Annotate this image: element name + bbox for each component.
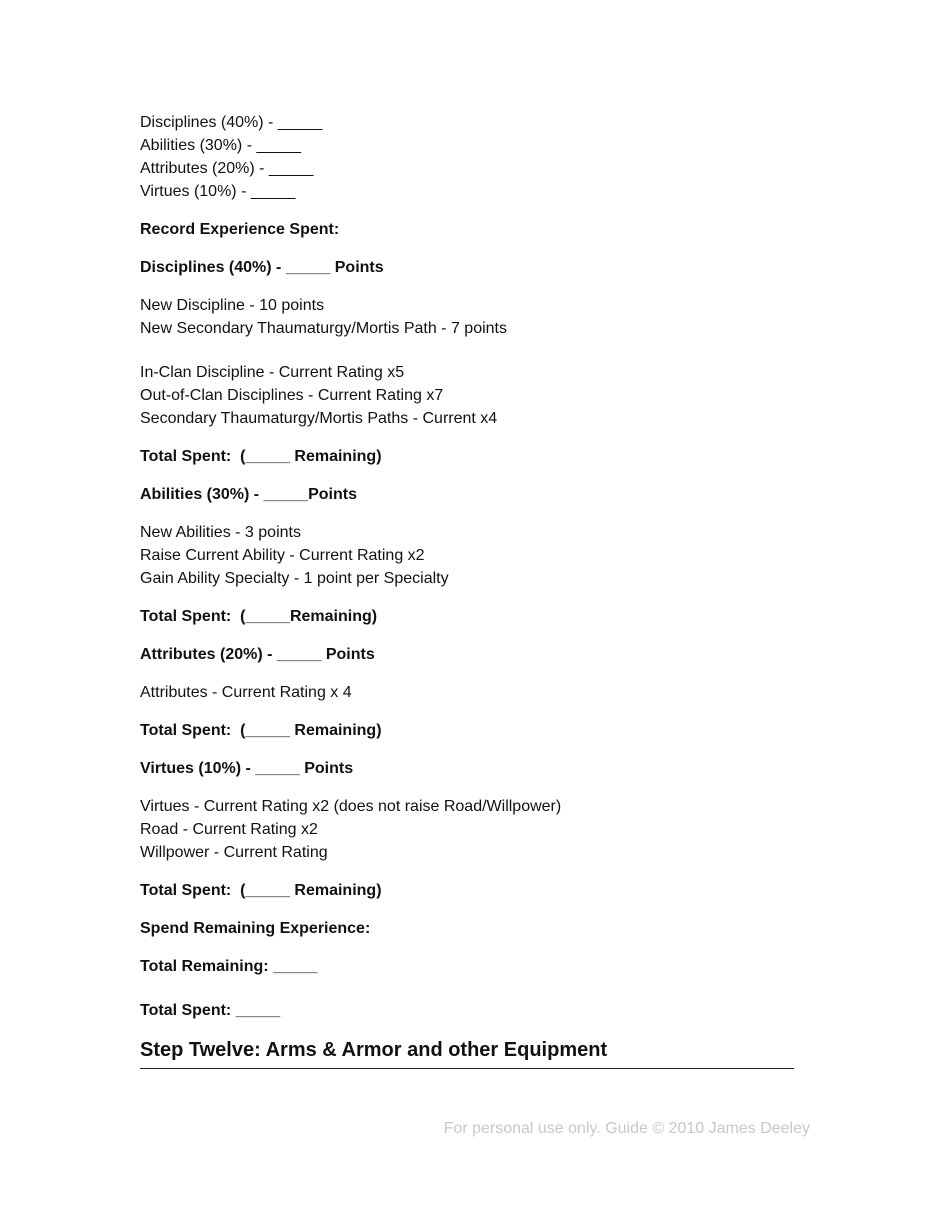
attributes-heading: Attributes (20%) - _____ Points bbox=[140, 646, 375, 663]
disciplines-total: Total Spent: (_____ Remaining) bbox=[140, 448, 382, 465]
list-item: Attributes - Current Rating x 4 bbox=[140, 684, 352, 701]
list-item: New Secondary Thaumaturgy/Mortis Path - 7 points bbox=[140, 320, 507, 337]
disciplines-heading: Disciplines (40%) - _____ Points bbox=[140, 259, 384, 276]
total-remaining: Total Remaining: _____ bbox=[140, 958, 318, 975]
list-item: In-Clan Discipline - Current Rating x5 bbox=[140, 364, 405, 381]
list-item: Virtues - Current Rating x2 (does not raise Road/Willpower) bbox=[140, 798, 562, 815]
copyright-footer: For personal use only. Guide © 2010 James Deeley bbox=[443, 1120, 810, 1137]
list-item: New Discipline - 10 points bbox=[140, 297, 325, 314]
list-item: Secondary Thaumaturgy/Mortis Paths - Current x4 bbox=[140, 410, 498, 427]
summary-abilities: Abilities (30%) - _____ bbox=[140, 137, 301, 154]
step-twelve-heading: Step Twelve: Arms & Armor and other Equipment bbox=[140, 1039, 608, 1061]
virtues-total: Total Spent: (_____ Remaining) bbox=[140, 882, 382, 899]
virtues-heading: Virtues (10%) - _____ Points bbox=[140, 760, 354, 777]
summary-disciplines: Disciplines (40%) - _____ bbox=[140, 114, 323, 131]
summary-virtues: Virtues (10%) - _____ bbox=[140, 183, 296, 200]
abilities-total: Total Spent: (_____Remaining) bbox=[140, 608, 378, 625]
list-item: Out-of-Clan Disciplines - Current Rating x7 bbox=[140, 387, 444, 404]
total-spent: Total Spent: _____ bbox=[140, 1002, 281, 1019]
list-item: Gain Ability Specialty - 1 point per Specialty bbox=[140, 570, 449, 587]
document-page bbox=[140, 111, 810, 1069]
list-item: Raise Current Ability - Current Rating x2 bbox=[140, 547, 425, 564]
abilities-heading: Abilities (30%) - _____Points bbox=[140, 486, 357, 503]
summary-attributes: Attributes (20%) - _____ bbox=[140, 160, 314, 177]
list-item: Willpower - Current Rating bbox=[140, 844, 328, 861]
list-item: Road - Current Rating x2 bbox=[140, 821, 318, 838]
record-heading: Record Experience Spent: bbox=[140, 221, 340, 238]
list-item: New Abilities - 3 points bbox=[140, 524, 301, 541]
heading-divider bbox=[140, 1068, 794, 1069]
spend-remaining-heading: Spend Remaining Experience: bbox=[140, 920, 371, 937]
attributes-total: Total Spent: (_____ Remaining) bbox=[140, 722, 382, 739]
